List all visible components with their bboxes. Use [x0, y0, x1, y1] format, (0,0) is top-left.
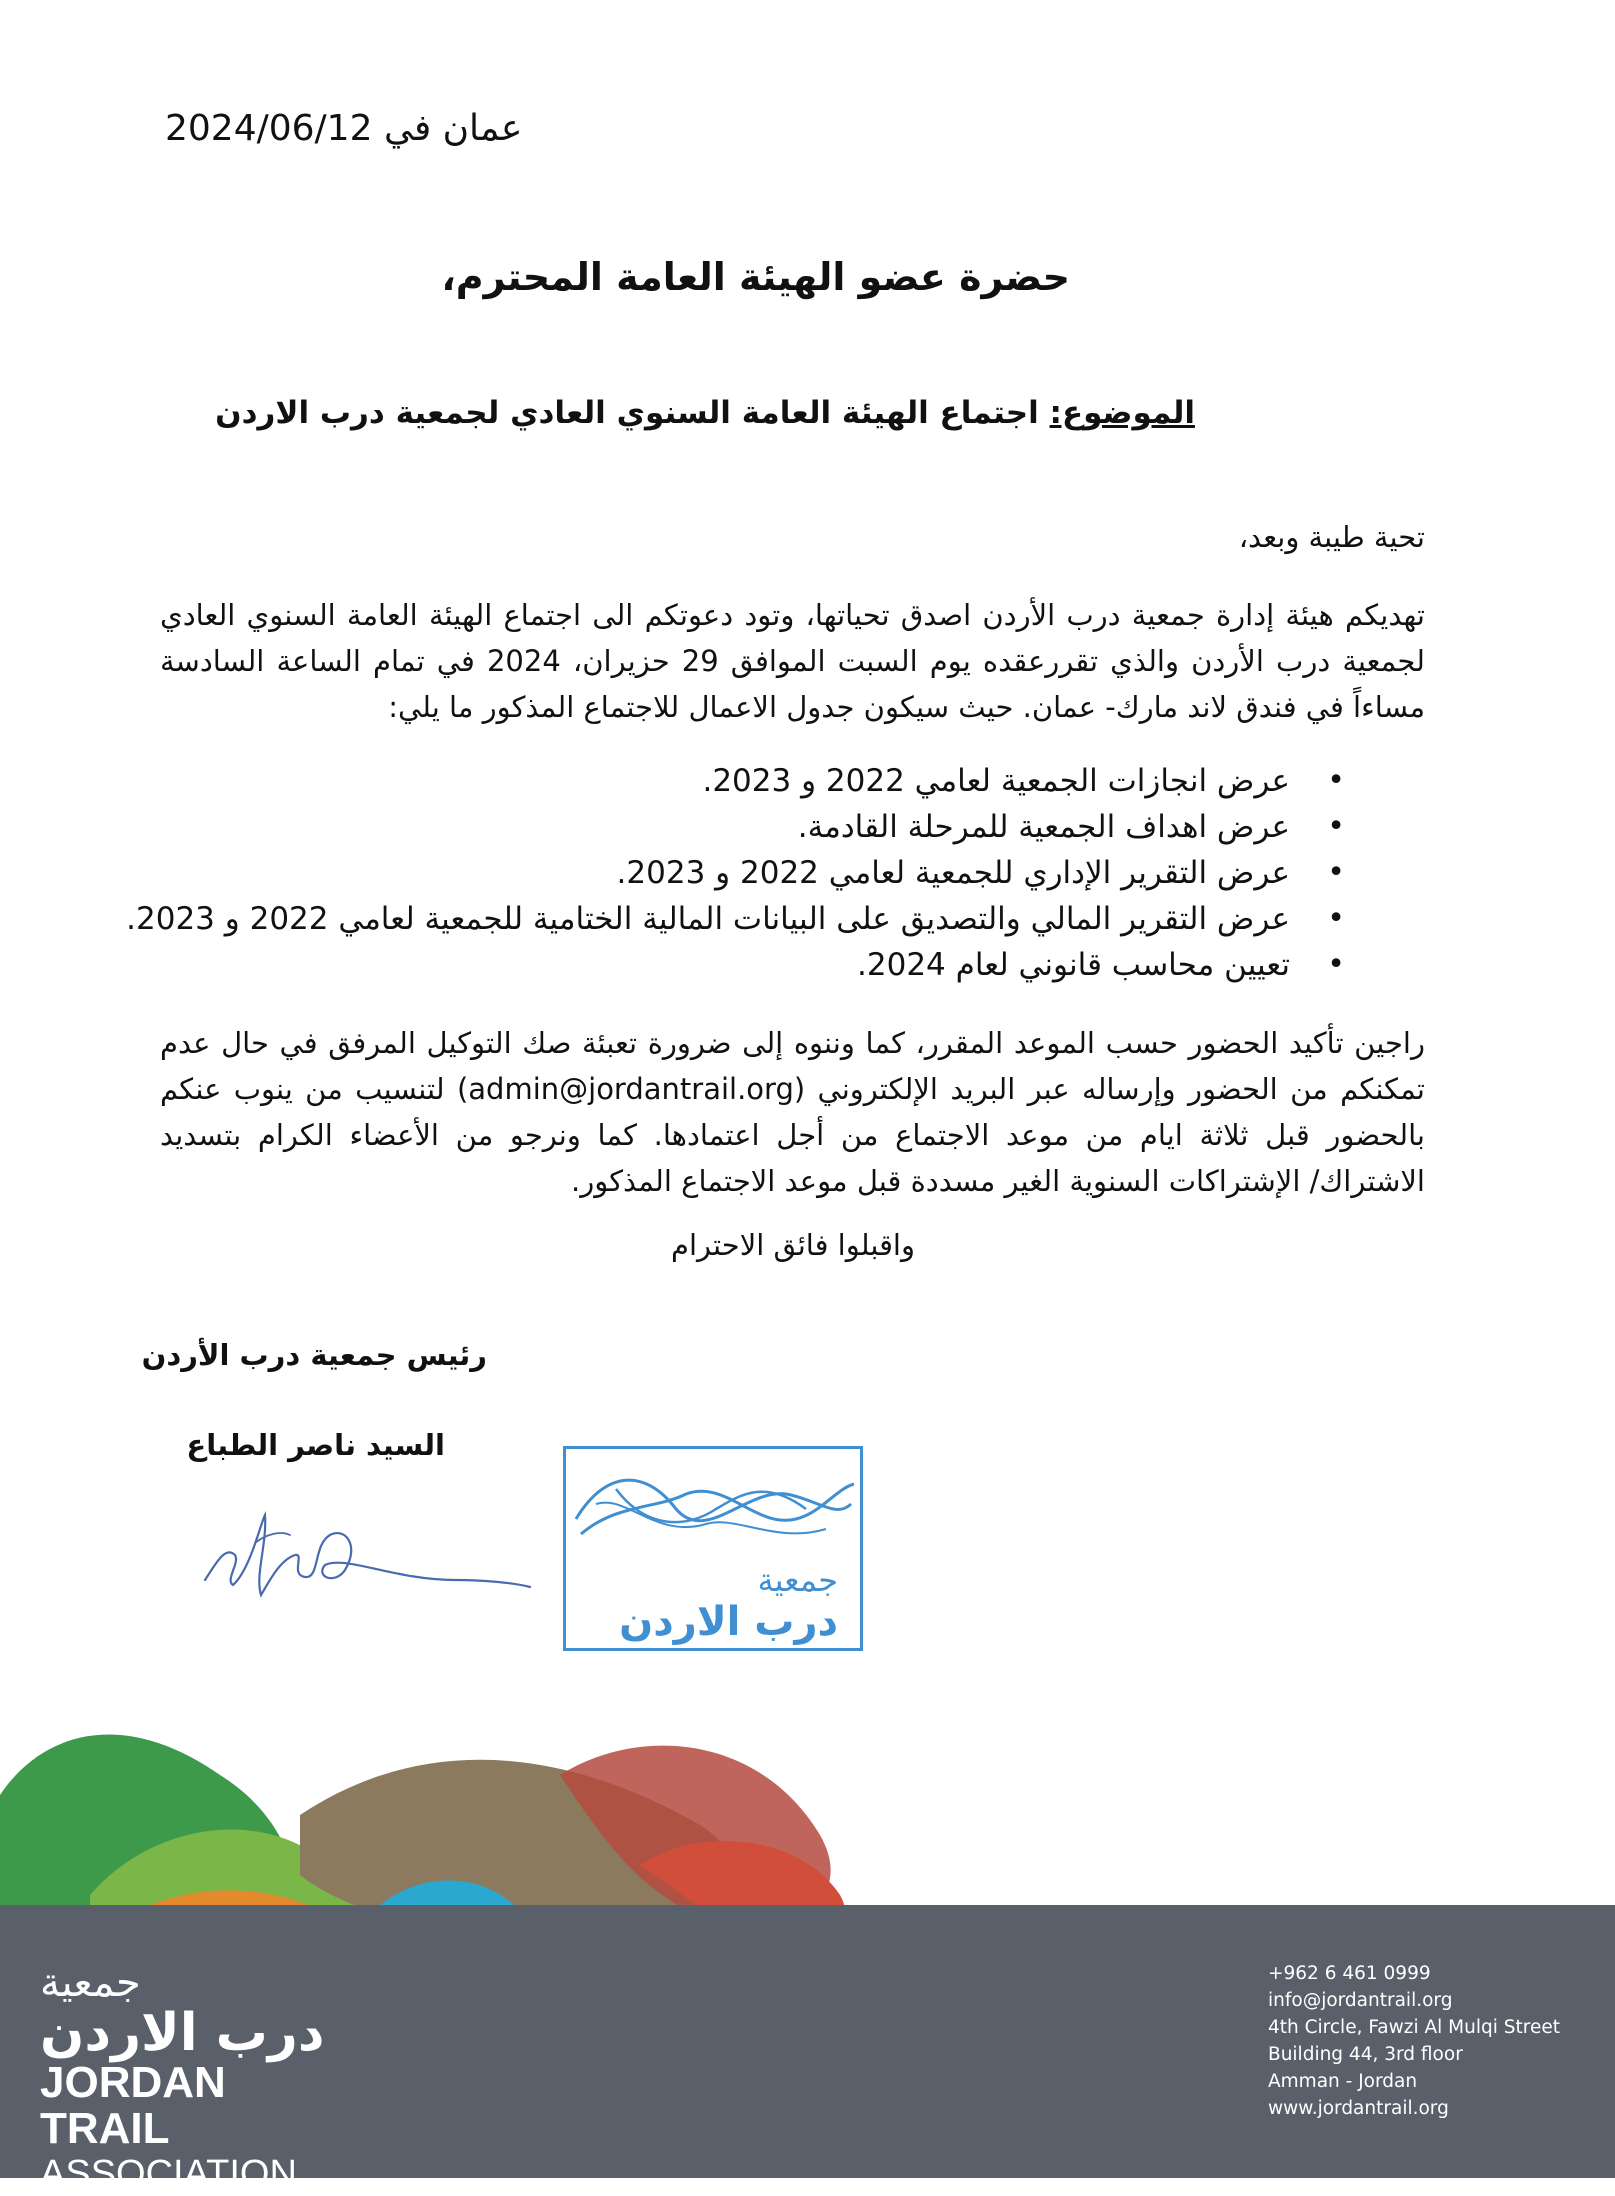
contact-street: 4th Circle, Fawzi Al Mulqi Street — [1268, 2017, 1560, 2038]
signatory-name: السيد ناصر الطباع — [186, 1428, 445, 1462]
closing-line: واقبلوا فائق الاحترام — [671, 1228, 915, 1262]
salutation-heading: حضرة عضو الهيئة العامة المحترم، — [441, 255, 1070, 299]
agenda-item: • عرض التقرير المالي والتصديق على البيانات المالية الختامية للجمعية لعامي 2022 و 2023. — [126, 896, 1345, 942]
brand-logo — [40, 1960, 325, 2196]
date-value: 2024/06/12 — [165, 108, 373, 149]
brand-arabic-line2: درب الاردن — [40, 2003, 325, 2063]
invitation-paragraph: تهديكم هيئة إدارة جمعية درب الأردن اصدق تحياتها، وتود دعوتكم الى اجتماع الهيئة العامة السنوي العادي لجمعية درب الأردن والذي تقررعقده يوم السبت الموافق 29 حزيران، 2024 في تمام الساعة السادسة مساءاً في فندق لاند مارك- عمان. حيث سيكون جدول الاعمال للاجتماع المذكور ما يلي: — [160, 598, 1425, 724]
date-place: عمان في — [383, 108, 523, 149]
signatory-title: رئيس جمعية درب الأردن — [141, 1338, 487, 1372]
contact-city: Amman - Jordan — [1268, 2071, 1418, 2092]
brand-english-line3: ASSOCIATION — [40, 2153, 297, 2195]
greeting: تحية طيبة وبعد، — [1238, 520, 1425, 554]
contact-email: info@jordantrail.org — [1268, 1990, 1453, 2011]
contact-building: Building 44, 3rd floor — [1268, 2044, 1463, 2065]
contact-info — [1268, 1960, 1560, 2122]
stamp-wave-logo — [566, 1449, 860, 1559]
agenda-item: • عرض اهداف الجمعية للمرحلة القادمة. — [126, 804, 1345, 850]
subject-line — [215, 395, 1195, 431]
agenda-item: • تعيين محاسب قانوني لعام 2024. — [126, 942, 1345, 988]
agenda-list — [126, 758, 1345, 988]
contact-phone: +962 6 461 0999 — [1268, 1963, 1431, 1984]
attendance-paragraph: راجين تأكيد الحضور حسب الموعد المقرر، كما وننوه إلى ضرورة تعبئة صك التوكيل المرفق في حال عدم تمكنكم من الحضور وإرساله عبر البريد الإلكتروني (admin@jordantrail.org) لتنسيب من ينوب عنكم بالحضور قبل ثلاثة ايام من موعد الاجتماع من أجل اعتمادها. كما ونرجو من الأعضاء الكرام بتسديد الاشتراك/ الإشتراكات السنوية الغير مسددة قبل موعد الاجتماع المذكور. — [160, 1026, 1425, 1198]
subject-text: اجتماع الهيئة العامة السنوي العادي لجمعية درب الاردن — [215, 395, 1039, 431]
subject-label: الموضوع: — [1049, 395, 1195, 431]
stamp-line1: جمعية — [757, 1561, 838, 1599]
agenda-item: • عرض التقرير الإداري للجمعية لعامي 2022 و 2023. — [126, 850, 1345, 896]
contact-website: www.jordantrail.org — [1268, 2098, 1449, 2119]
association-stamp — [563, 1446, 863, 1651]
brand-arabic-line1: جمعية — [40, 1960, 141, 2006]
handwritten-signature — [195, 1485, 535, 1625]
brand-english-line1: JORDAN — [40, 2058, 226, 2107]
agenda-item: • عرض انجازات الجمعية لعامي 2022 و 2023. — [126, 758, 1345, 804]
brand-english-line2: TRAIL — [40, 2104, 170, 2153]
stamp-line2: درب الاردن — [619, 1599, 838, 1645]
letter-date — [165, 108, 522, 149]
